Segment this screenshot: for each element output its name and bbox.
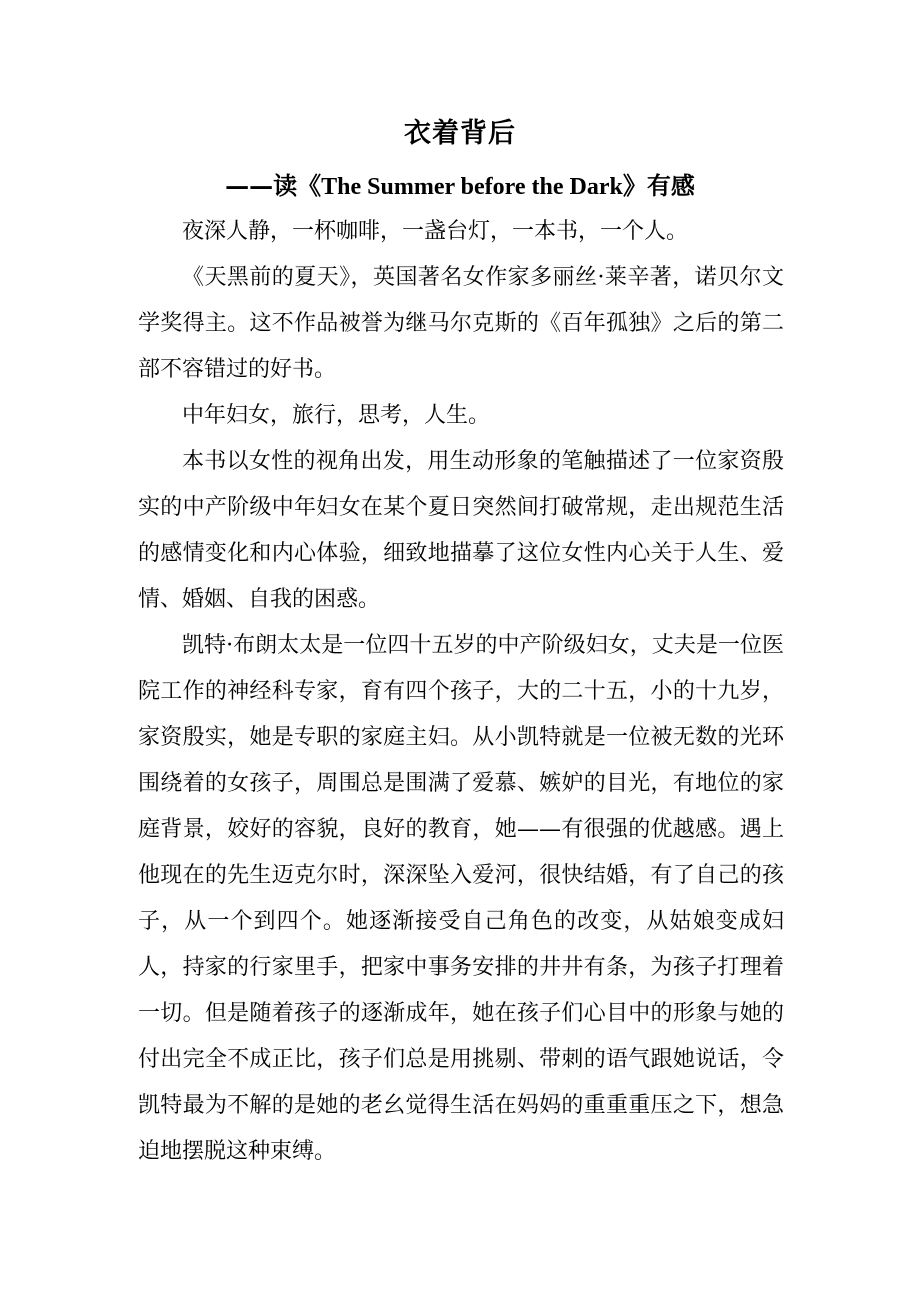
paragraph: 《天黑前的夏天》，英国著名女作家多丽丝·莱辛著，诺贝尔文学奖得主。这不作品被誉为继马尔克斯的《百年孤独》之后的第二部不容错过的好书。 [138,265,784,382]
paragraph: 凯特·布朗太太是一位四十五岁的中产阶级妇女，丈夫是一位医院工作的神经科专家，育有四个孩子，大的二十五，小的十九岁，家资殷实，她是专职的家庭主妇。从小凯特就是一位被无数的光环围绕着的女孩子，周围总是围满了爱慕、嫉妒的目光，有地位的家庭背景，姣好的容貌，良好的教育，她——有很强的优越感。遇上他现在的先生迈克尔时，深深坠入爱河，很快结婚，有了自己的孩子，从一个到四个。她逐渐接受自己角色的改变，从姑娘变成妇人，持家的行家里手，把家中事务安排的井井有条，为孩子打理着一切。但是随着孩子的逐渐成年，她在孩子们心目中的形象与她的付出完全不成正比，孩子们总是用挑剔、带刺的语气跟她说话，令凯特最为不解的是她的老幺觉得生活在妈妈的重重重压之下，想急迫地摆脱这种束缚。 [138,633,784,1164]
document-title: 衣着背后 [404,118,516,149]
document-subtitle [0,166,920,207]
subtitle-suffix: 》有感 [622,171,695,200]
subtitle-book-title: The Summer before the Dark [321,174,623,200]
paragraph: 中年妇女，旅行，思考，人生。 [182,403,491,428]
document-body [138,209,784,1175]
subtitle-prefix: ——读《 [225,171,322,200]
paragraph: 本书以女性的视角出发，用生动形象的笔触描述了一位家资殷实的中产阶级中年妇女在某个夏日突然间打破常规，走出规范生活的感情变化和内心体验，细致地描摹了这位女性内心关于人生、爱情、婚姻、自我的困惑。 [138,449,784,612]
paragraph: 夜深人静，一杯咖啡，一盏台灯，一本书，一个人。 [182,219,689,244]
